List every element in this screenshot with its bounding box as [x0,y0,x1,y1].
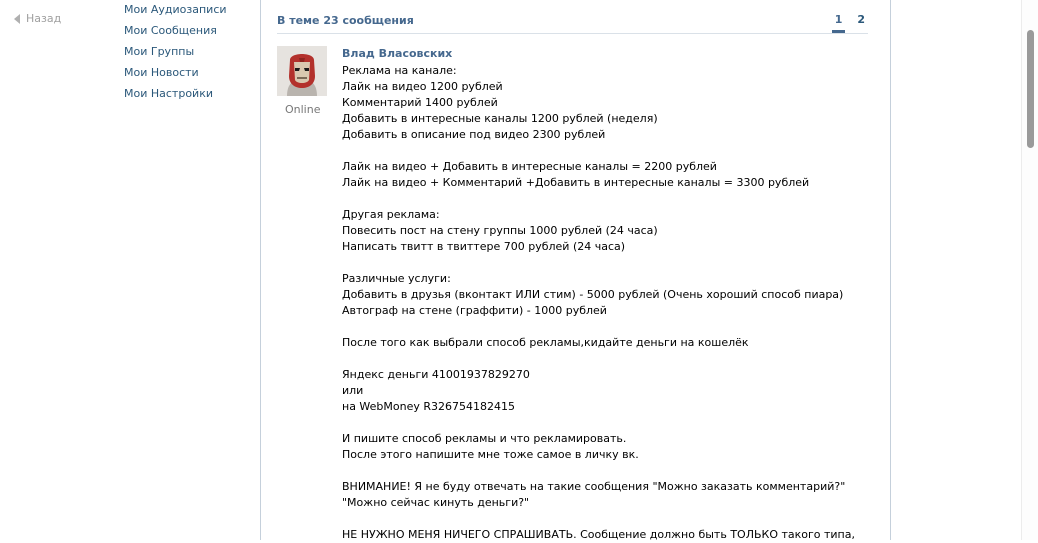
side-nav [124,4,227,109]
page-1-link[interactable]: 1 [832,13,846,33]
post-text-line: После того как выбрали способ рекламы,кидайте деньги на кошелёк [342,336,749,349]
post-text-line: Автограф на стене (граффити) - 1000 рублей [342,304,607,317]
post-text-line: Лайк на видео 1200 рублей [342,80,503,93]
pagination [832,13,868,33]
post-text-line: Лайк на видео + Комментарий +Добавить в интересные каналы = 3300 рублей [342,176,810,189]
blank-line [342,319,872,335]
back-arrow-icon [14,14,20,24]
scrollbar-thumb[interactable] [1027,30,1034,148]
post-text-line: Добавить в описание под видео 2300 рублей [342,128,606,141]
post-text-line: Повесить пост на стену группы 1000 рублей (24 часа) [342,224,658,237]
blank-line [342,511,872,527]
topic-content [260,0,891,540]
post-text-line: на WebMoney R326754182415 [342,400,516,413]
nav-item-news[interactable]: Мои Новости [124,66,199,79]
post-text-line: После этого напишите мне тоже самое в личку вк. [342,448,639,461]
blank-line [342,255,872,271]
back-label: Назад [26,12,62,25]
nav-item-messages[interactable]: Мои Сообщения [124,24,217,37]
post-text-line: Добавить в интересные каналы 1200 рублей (неделя) [342,112,658,125]
post-text-line: или [342,384,364,397]
post-text-line: Различные услуги: [342,272,451,285]
post-text-line: Другая реклама: [342,208,440,221]
blank-line [342,143,872,159]
nav-item-settings[interactable]: Мои Настройки [124,87,213,100]
post-text-line: НЕ НУЖНО МЕНЯ НИЧЕГО СПРАШИВАТЬ. Сообщение должно быть ТОЛЬКО такого типа, [342,528,855,541]
post-text-line: Лайк на видео + Добавить в интересные каналы = 2200 рублей [342,160,717,173]
post-text-line: Комментарий 1400 рублей [342,96,498,109]
message-count: В теме 23 сообщения [277,14,414,27]
post-text-line: Яндекс деньги 41001937829270 [342,368,530,381]
page-scrollbar[interactable] [1021,0,1038,540]
nav-item-audio[interactable]: Мои Аудиозаписи [124,3,227,16]
blank-line [342,191,872,207]
blank-line [342,351,872,367]
post-text-line: И пишите способ рекламы и что рекламировать. [342,432,627,445]
post-text-line: Добавить в друзья (вконтакт ИЛИ стим) - 5000 рублей (Очень хороший способ пиара) [342,288,844,301]
iron-mask-avatar-icon [277,46,327,96]
back-link[interactable] [14,12,61,25]
online-status: Online [285,103,321,116]
post-text [342,63,872,543]
nav-item-groups[interactable]: Мои Группы [124,45,195,58]
post-text-line: Реклама на канале: [342,64,457,77]
page-2-link[interactable]: 2 [857,13,865,26]
post-text-line: ВНИМАНИЕ! Я не буду отвечать на такие сообщения "Можно заказать комментарий?" "Можно сейчас кинуть деньги?" [342,480,846,509]
blank-line [342,415,872,431]
avatar[interactable] [277,46,327,96]
post-text-line: Написать твитт в твиттере 700 рублей (24 часа) [342,240,626,253]
topic-header [277,13,868,34]
author-name[interactable]: Влад Власовских [342,47,453,60]
blank-line [342,463,872,479]
